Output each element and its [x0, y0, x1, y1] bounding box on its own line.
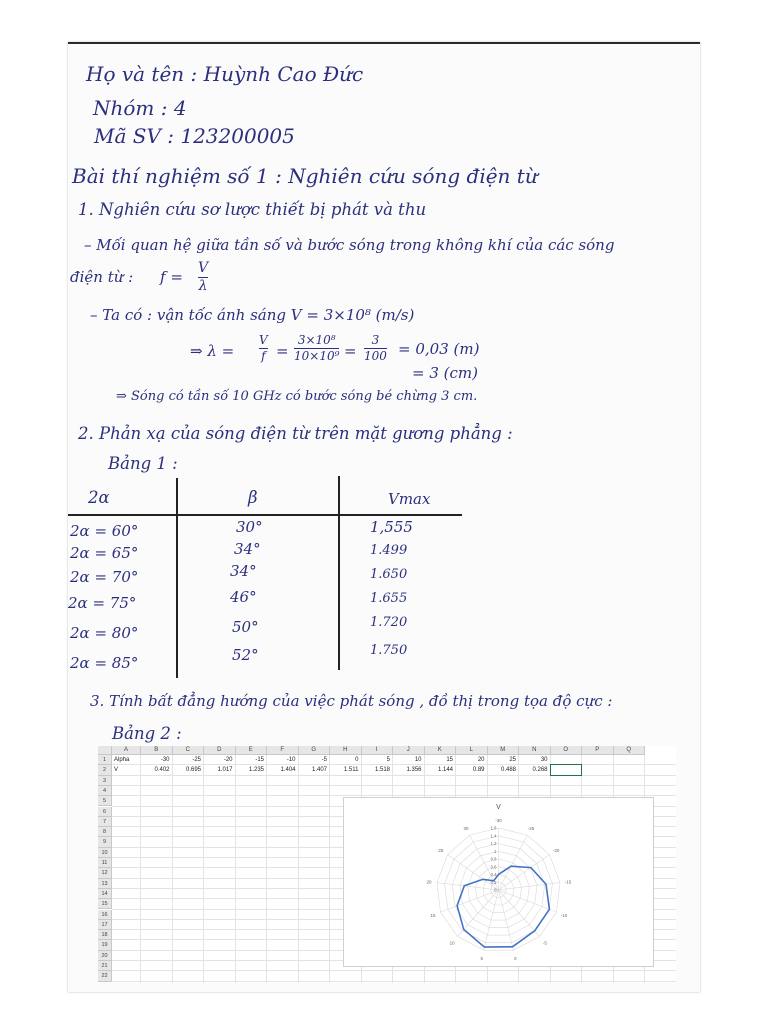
- column-header-n[interactable]: N: [519, 746, 551, 755]
- calc-f1-den: f: [261, 349, 266, 364]
- cell-k1[interactable]: 15: [446, 756, 453, 763]
- student-name: Họ và tên : Huỳnh Cao Đức: [86, 62, 364, 86]
- cell-j2[interactable]: 1.356: [406, 766, 422, 773]
- row-header-8[interactable]: 8: [98, 827, 112, 837]
- cell-f2[interactable]: 1.404: [280, 766, 296, 773]
- radar-spoke: [499, 835, 528, 890]
- student-id: Mã SV : 123200005: [94, 124, 295, 148]
- paper-sheet: [68, 42, 700, 992]
- calc-fraction-1: [259, 334, 268, 363]
- table1-row5-vmax: 1.720: [370, 615, 408, 630]
- table1-row3-beta: 34°: [230, 562, 257, 580]
- table1-row5-2alpha: 2α = 80°: [70, 624, 139, 642]
- column-header-l[interactable]: L: [456, 746, 488, 755]
- radar-chart-svg: [344, 798, 653, 966]
- row-header-12[interactable]: 12: [98, 868, 112, 878]
- row-header-20[interactable]: 20: [98, 951, 112, 961]
- table1-row4-2alpha: 2α = 75°: [68, 594, 137, 612]
- column-header-m[interactable]: M: [488, 746, 520, 755]
- category-label: 10: [449, 940, 455, 946]
- cell-d2[interactable]: 1.017: [217, 766, 233, 773]
- cell-n1[interactable]: 30: [540, 756, 548, 763]
- row-header-13[interactable]: 13: [98, 879, 112, 889]
- calc-prefix: ⇒ λ =: [190, 342, 235, 360]
- gridline-horizontal: [112, 764, 676, 765]
- section3-title: 3. Tính bất đẳng hướng của việc phát sóng , đồ thị trong tọa độ cực :: [90, 692, 613, 710]
- radar-spoke: [499, 890, 540, 936]
- table1-col-divider-1: [176, 478, 178, 678]
- formula-denominator: λ: [198, 278, 208, 295]
- table1-row6-vmax: 1.750: [370, 643, 408, 658]
- table1-row3-2alpha: 2α = 70°: [70, 568, 139, 586]
- cell-l1[interactable]: 20: [477, 756, 485, 763]
- row-header-7[interactable]: 7: [98, 817, 112, 827]
- radial-tick-label: 1: [494, 848, 497, 854]
- calc-f3-num: 3: [371, 333, 380, 347]
- calc-f3-den: 100: [364, 349, 387, 364]
- cell-f1[interactable]: -10: [286, 756, 296, 763]
- row-header-14[interactable]: 14: [98, 889, 112, 899]
- radial-tick-label: 1.4: [490, 833, 497, 839]
- gridline-horizontal: [112, 775, 676, 776]
- table1-row6-2alpha: 2α = 85°: [70, 654, 139, 672]
- table2-label: Bảng 2 :: [112, 724, 182, 743]
- section1-line3: – Ta có : vận tốc ánh sáng V = 3×10⁸ (m/s): [90, 306, 415, 324]
- category-label: 0: [514, 956, 517, 961]
- column-header-p[interactable]: P: [582, 746, 614, 755]
- column-header-a[interactable]: A: [112, 746, 141, 755]
- cell-c2[interactable]: 0.695: [185, 766, 201, 773]
- cell-i1[interactable]: 5: [386, 756, 390, 763]
- calc-result-meters: = 0,03 (m): [398, 340, 480, 358]
- table1-row2-vmax: 1.499: [370, 543, 408, 558]
- radar-spoke: [441, 887, 499, 912]
- formula-fraction: [198, 261, 208, 295]
- row-header-3[interactable]: 3: [98, 776, 112, 786]
- cell-c1[interactable]: -25: [192, 756, 201, 763]
- table1-header-2alpha: 2α: [88, 488, 110, 507]
- experiment-title: Bài thí nghiệm số 1 : Nghiên cứu sóng điện từ: [72, 164, 538, 188]
- cell-m1[interactable]: 25: [509, 756, 516, 763]
- section2-title: 2. Phản xạ của sóng điện từ trên mặt gương phẳng :: [78, 424, 513, 443]
- gridline-horizontal: [112, 970, 676, 971]
- cell-k2[interactable]: 1.144: [437, 766, 453, 773]
- cell-l2[interactable]: 0.89: [472, 766, 485, 773]
- cell-i2[interactable]: 1.518: [374, 766, 390, 773]
- row-header-1[interactable]: 1: [98, 755, 112, 765]
- category-label: 5: [480, 956, 483, 961]
- cell-e1[interactable]: -15: [255, 756, 264, 763]
- row-header-19[interactable]: 19: [98, 940, 112, 950]
- table1-row1-beta: 30°: [236, 518, 263, 536]
- column-header-e[interactable]: E: [236, 746, 268, 755]
- column-header-h[interactable]: H: [330, 746, 362, 755]
- table1-col-divider-2: [338, 476, 340, 670]
- cell-a1[interactable]: Alpha: [114, 756, 130, 763]
- radial-tick-label: 0: [494, 887, 497, 893]
- calc-fraction-3: [364, 334, 387, 363]
- calc-eq2: =: [344, 342, 357, 360]
- category-label: 20: [426, 879, 432, 885]
- category-label: -10: [560, 912, 568, 918]
- section1-title: 1. Nghiên cứu sơ lược thiết bị phát và thu: [78, 200, 427, 219]
- column-header-d[interactable]: D: [204, 746, 236, 755]
- table1-row6-beta: 52°: [232, 646, 259, 664]
- spreadsheet: [98, 746, 676, 983]
- cell-m2[interactable]: 0.488: [500, 766, 516, 773]
- calc-result-cm: = 3 (cm): [412, 364, 478, 382]
- calc-fraction-2: [294, 334, 339, 363]
- cell-h2[interactable]: 1.511: [343, 766, 359, 773]
- category-label: 15: [430, 912, 436, 918]
- table1-row2-2alpha: 2α = 65°: [70, 544, 139, 562]
- formula-lhs: f =: [160, 268, 183, 286]
- category-label: -30: [495, 818, 502, 823]
- cell-e2[interactable]: 1.235: [248, 766, 264, 773]
- top-edge-line: [68, 42, 700, 44]
- radial-tick-label: 1.2: [490, 841, 497, 846]
- row-header-22[interactable]: 22: [98, 971, 112, 981]
- group-number: Nhóm : 4: [93, 96, 187, 120]
- formula-numerator: V: [198, 260, 209, 276]
- radial-tick-label: 0.8: [490, 856, 497, 862]
- column-header-j[interactable]: J: [393, 746, 425, 755]
- row-header-18[interactable]: 18: [98, 930, 112, 940]
- category-label: -20: [552, 848, 560, 854]
- chart-title: V: [496, 804, 501, 811]
- column-header-b[interactable]: B: [141, 746, 173, 755]
- gridline-horizontal: [112, 785, 676, 786]
- row-header-10[interactable]: 10: [98, 848, 112, 858]
- row-header-16[interactable]: 16: [98, 910, 112, 920]
- category-label: -25: [527, 826, 535, 831]
- section1-line1: – Mối quan hệ giữa tần số và bước sóng trong không khí của các sóng: [84, 236, 615, 254]
- category-label: 30: [463, 826, 469, 831]
- cell-h1[interactable]: 0: [355, 756, 359, 763]
- table1-header-divider: [68, 514, 462, 516]
- section1-line2: điện từ :: [70, 268, 134, 286]
- category-label: 25: [438, 848, 444, 854]
- section1-conclusion: ⇒ Sóng có tần số 10 GHz có bước sóng bé chừng 3 cm.: [116, 389, 478, 404]
- cell-n2[interactable]: 0.268: [532, 766, 548, 773]
- column-header-g[interactable]: G: [299, 746, 331, 755]
- row-header-6[interactable]: 6: [98, 807, 112, 817]
- table1-label: Bảng 1 :: [108, 454, 178, 473]
- table1-row4-beta: 46°: [230, 588, 257, 606]
- table1-row1-2alpha: 2α = 60°: [70, 522, 139, 540]
- calc-f1-num: V: [259, 333, 268, 347]
- column-header-c[interactable]: C: [173, 746, 205, 755]
- column-header-k[interactable]: K: [425, 746, 457, 755]
- table1-row1-vmax: 1,555: [370, 518, 413, 536]
- cell-a2[interactable]: V: [114, 766, 119, 773]
- cell-g1[interactable]: -5: [321, 756, 327, 763]
- radial-tick-label: 0.2: [490, 879, 497, 885]
- row-header-15[interactable]: 15: [98, 899, 112, 909]
- cell-d1[interactable]: -20: [223, 756, 233, 763]
- column-header-i[interactable]: I: [362, 746, 394, 755]
- radial-tick-label: 1.6: [490, 825, 497, 831]
- column-header-f[interactable]: F: [267, 746, 299, 755]
- category-label: -15: [564, 879, 572, 885]
- row-header-11[interactable]: 11: [98, 858, 112, 868]
- radial-tick-label: 0.4: [490, 872, 497, 877]
- column-header-q[interactable]: Q: [614, 746, 646, 755]
- table1-header-beta: β: [248, 488, 258, 507]
- radial-tick-label: 0.6: [490, 864, 497, 870]
- category-label: -5: [542, 940, 547, 946]
- table1-row2-beta: 34°: [234, 540, 261, 558]
- row-header-9[interactable]: 9: [98, 837, 112, 847]
- table1-row5-beta: 50°: [232, 618, 259, 636]
- cell-j1[interactable]: 10: [414, 756, 422, 763]
- row-header-2[interactable]: 2: [98, 765, 112, 775]
- row-header-21[interactable]: 21: [98, 961, 112, 971]
- cell-g2[interactable]: 1.407: [311, 766, 327, 773]
- cell-b1[interactable]: -30: [160, 756, 170, 763]
- calc-f2-den: 10×10⁹: [294, 349, 340, 364]
- row-header-17[interactable]: 17: [98, 920, 112, 930]
- row-header-5[interactable]: 5: [98, 796, 112, 806]
- row-header-4[interactable]: 4: [98, 786, 112, 796]
- sheet-corner: [98, 746, 112, 755]
- radar-chart: [343, 797, 654, 967]
- calc-eq1: =: [276, 342, 289, 360]
- selected-cell[interactable]: [550, 764, 583, 775]
- calc-f2-num: 3×10⁸: [297, 333, 336, 347]
- table1-header-vmax: Vmax: [388, 490, 431, 508]
- table1-row3-vmax: 1.650: [370, 567, 408, 582]
- gridline-horizontal: [112, 981, 676, 982]
- cell-b2[interactable]: 0.402: [154, 766, 170, 773]
- column-header-o[interactable]: O: [551, 746, 583, 755]
- table1-row4-vmax: 1.655: [370, 591, 408, 606]
